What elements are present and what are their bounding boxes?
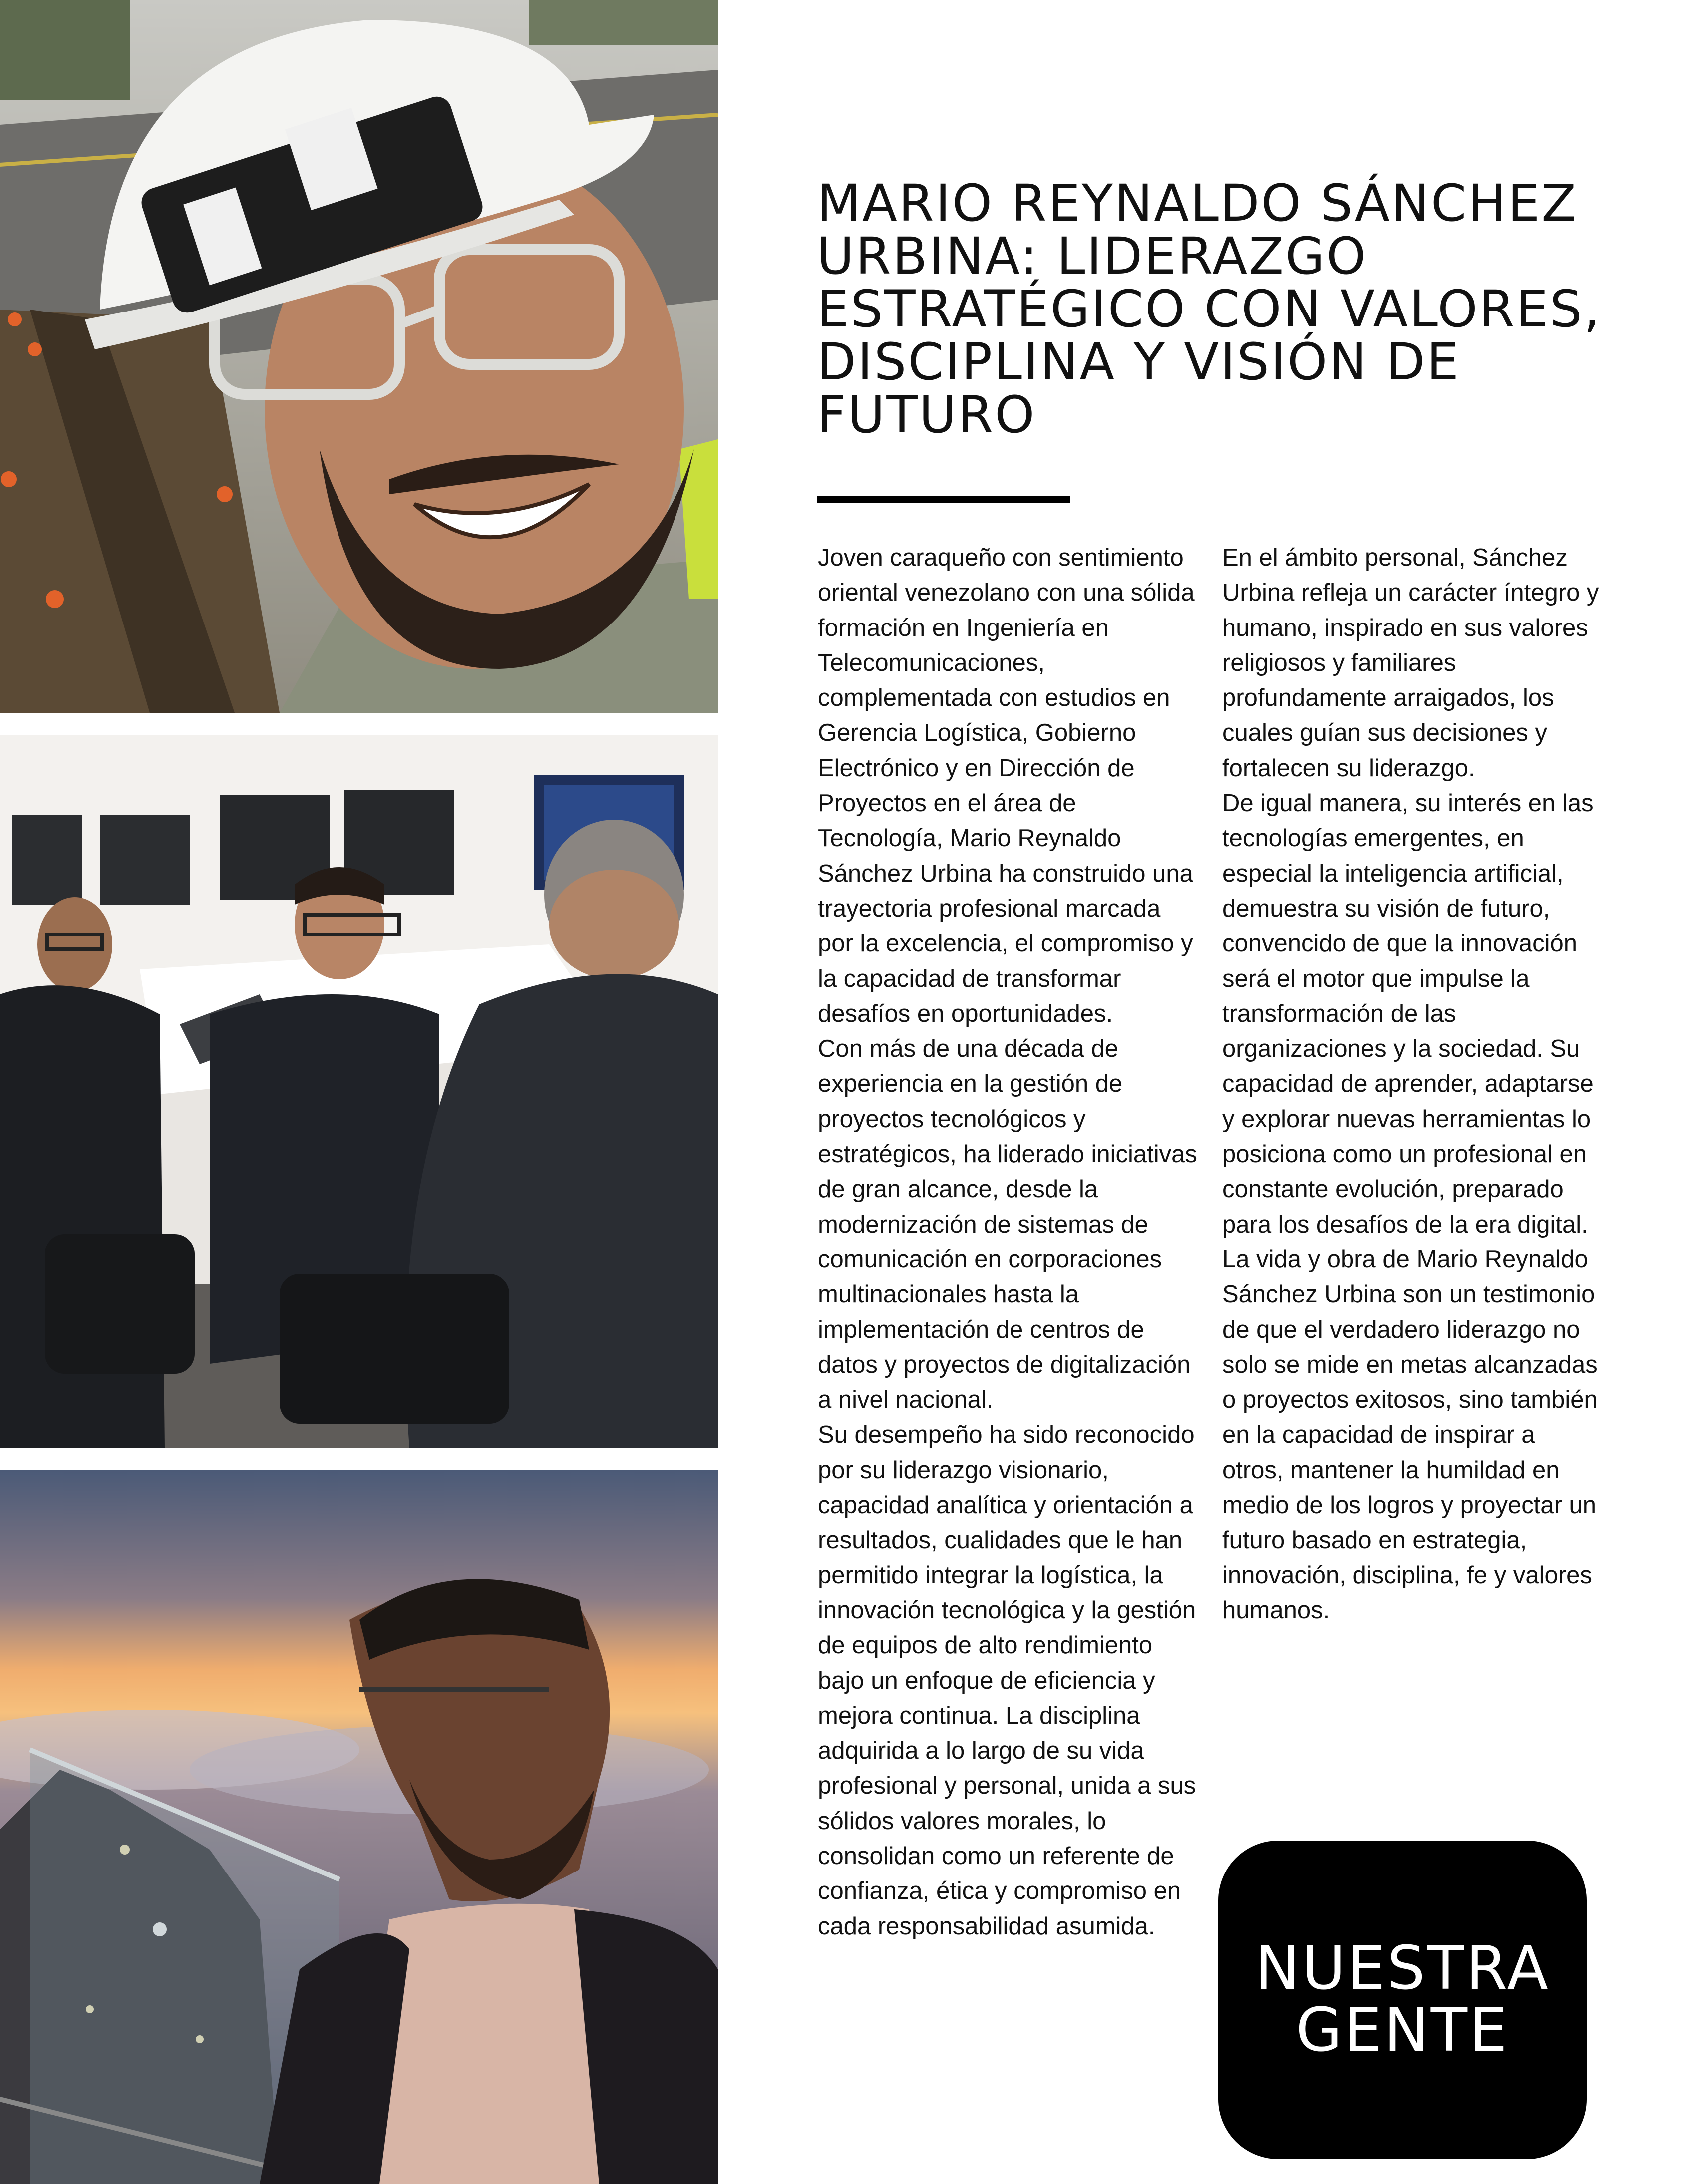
section-badge	[1218, 1841, 1587, 2159]
photo-meeting-room	[0, 735, 718, 1448]
article-column-right	[1222, 540, 1602, 1628]
badge-line-2: GENTE	[1296, 1996, 1509, 2065]
paragraph-intro: Joven caraqueño con sentimiento oriental venezolano con una sólida formación en Ingeniería en Telecomunicaciones, complementada con estudios en Gerencia Logística, Gobierno Electrónico y en Dirección de Proyectos en el área de Tecnología, Mario Reynaldo Sánchez Urbina ha construido una trayectoria profesional marcada por la excelencia, el compromiso y la capacidad de transformar desafíos en oportunidades.	[818, 544, 1195, 1027]
photo-sunset-overlook	[0, 1470, 718, 2184]
paragraph-conclusion: La vida y obra de Mario Reynaldo Sánchez Urbina son un testimonio de que el verdadero liderazgo no solo se mide en metas alcanzadas o proyectos exitosos, sino también en la capacidad de inspirar a otros, mantener la humildad en medio de los logros y proyectar un futuro basado en estrategia, innovación, disciplina, fe y valores humanos.	[1222, 1246, 1598, 1624]
article-column-left	[818, 540, 1197, 1944]
headline-divider	[817, 496, 1070, 503]
paragraph-experience: Con más de una década de experiencia en la gestión de proyectos tecnológicos y estratégicos, ha liderado iniciativas de gran alcance, desde la modernización de sistemas de comunicación en corporaciones multinacionales hasta la implementación de centros de datos y proyectos de digitalización a nivel nacional.	[818, 1035, 1197, 1414]
sunset-overlook-illustration	[0, 1470, 718, 2184]
article-headline: MARIO REYNALDO SÁNCHEZ URBINA: LIDERAZGO ESTRATÉGICO CON VALORES, DISCIPLINA Y VISIÓN DE FUTURO	[817, 174, 1602, 445]
paragraph-recognition: Su desempeño ha sido reconocido por su liderazgo visionario, capacidad analítica y orientación a resultados, cualidades que le han permitido integrar la logística, la innovación tecnológica y la gestión de equipos de alto rendimiento bajo un enfoque de eficiencia y mejora continua. La disciplina adquirida a lo largo de su vida profesional y personal, unida a sus sólidos valores morales, lo consolidan como un referente de confianza, ética y compromiso en cada responsabilidad asumida.	[818, 1421, 1196, 1940]
photo-hardhat-selfie	[0, 0, 718, 713]
paragraph-personal: En el ámbito personal, Sánchez Urbina refleja un carácter íntegro y humano, inspirado en sus valores religiosos y familiares profundamente arraigados, los cuales guían sus decisiones y fortalecen su liderazgo.	[1222, 544, 1599, 782]
meeting-room-illustration	[0, 735, 718, 1448]
hardhat-selfie-illustration	[0, 0, 718, 713]
paragraph-technology: De igual manera, su interés en las tecnologías emergentes, en especial la inteligencia artificial, demuestra su visión de futuro, convencido de que la innovación será el motor que impulse la transformación de las organizaciones y la sociedad. Su capacidad de aprender, adaptarse y explorar nuevas herramientas lo posiciona como un profesional en constante evolución, preparado para los desafíos de la era digital.	[1222, 790, 1594, 1238]
badge-line-1: NUESTRA	[1255, 1934, 1550, 2003]
